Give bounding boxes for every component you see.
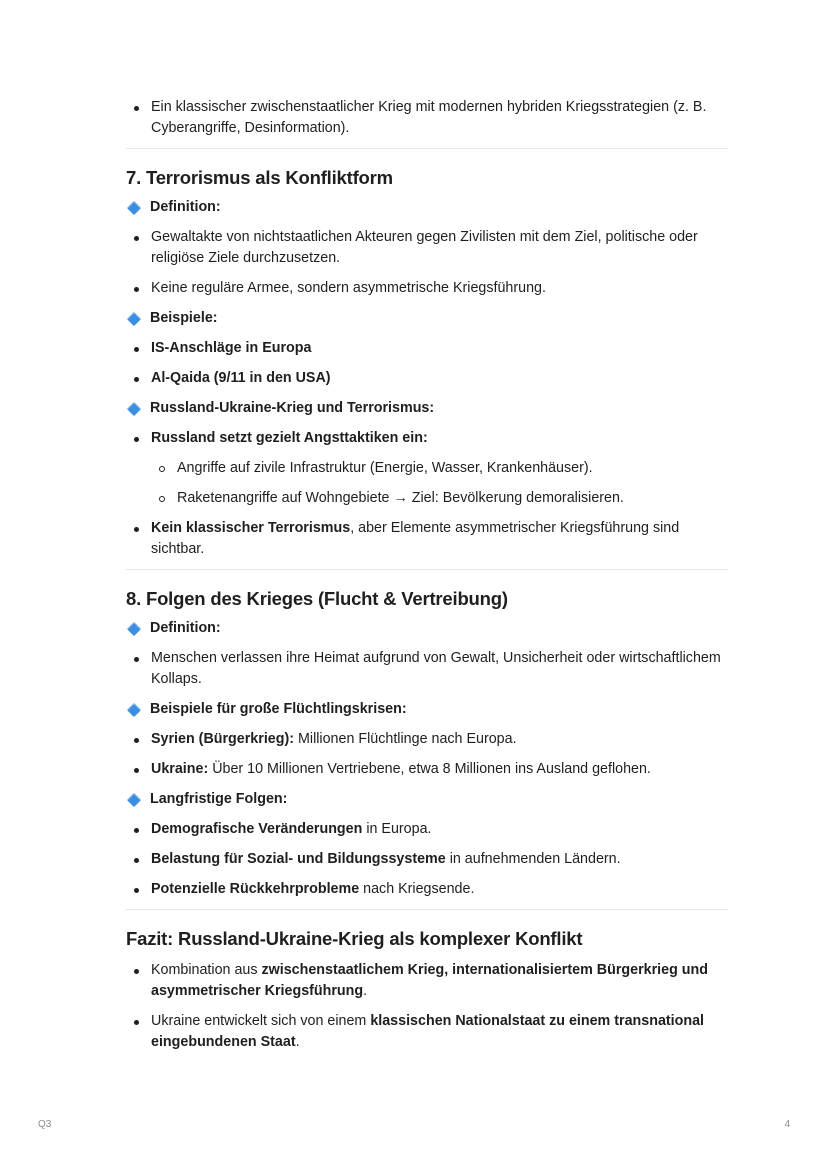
list-item-bold: zwischenstaatlichem Krieg, internationalisiertem Bürgerkrieg und asymmetrischer Kriegsführung — [151, 962, 708, 999]
list-item-bold: Kein klassischer Terrorismus — [151, 520, 351, 536]
document-body — [126, 97, 728, 1062]
examples-label — [126, 308, 728, 329]
list-item — [126, 278, 728, 299]
list-item-text: IS-Anschläge in Europa — [151, 340, 312, 356]
list-item-text: Russland setzt gezielt Angsttaktiken ein: — [151, 430, 428, 446]
russia-ukraine-label — [126, 398, 728, 419]
section-8-heading: 8. Folgen des Krieges (Flucht & Vertreibung) — [126, 588, 508, 609]
diamond-icon — [127, 702, 141, 716]
list-item-bold: Demografische Veränderungen — [151, 821, 363, 837]
list-item — [126, 759, 728, 780]
list-item-text: in aufnehmenden Ländern. — [445, 851, 621, 867]
list-item — [126, 879, 728, 900]
list-item-text: Ukraine entwickelt sich von einem — [151, 1013, 371, 1029]
list-item — [126, 97, 728, 139]
list-item — [126, 849, 728, 870]
fazit-heading: Fazit: Russland-Ukraine-Krieg als komplexer Konflikt — [126, 928, 583, 949]
list-item-text: , aber Elemente asymmetrischer Kriegsführung sind sichtbar. — [151, 520, 680, 557]
definition-label — [126, 197, 728, 218]
label-text: Beispiele für große Flüchtlingskrisen: — [150, 701, 407, 717]
list-item — [126, 227, 728, 269]
list-item-text: . — [295, 1034, 300, 1050]
list-item-bold: Potenzielle Rückkehrprobleme — [151, 881, 360, 897]
list-item-text: Kombination aus — [151, 962, 262, 978]
diamond-icon — [127, 792, 141, 806]
label-text: Russland-Ukraine-Krieg und Terrorismus: — [150, 400, 435, 416]
list-item-text: in Europa. — [362, 821, 432, 837]
list-item-bold: Belastung für Sozial- und Bildungssysteme — [151, 851, 446, 867]
divider — [126, 569, 728, 570]
list-item — [126, 1011, 728, 1053]
label-text: Langfristige Folgen: — [150, 791, 288, 807]
list-item-bold: klassischen Nationalstaat zu einem transnational eingebundenen Staat — [151, 1013, 705, 1050]
list-item-bold: Syrien (Bürgerkrieg): — [151, 731, 295, 747]
diamond-icon — [127, 621, 141, 635]
list-item-text: Menschen verlassen ihre Heimat aufgrund von Gewalt, Unsicherheit oder wirtschaftlichem Kollaps. — [151, 650, 721, 687]
list-item-text: Al-Qaida (9/11 in den USA) — [151, 370, 331, 386]
list-item-text: . — [363, 983, 368, 999]
divider — [126, 148, 728, 149]
label-text: Definition: — [150, 199, 221, 215]
refugee-examples-label — [126, 699, 728, 720]
section-7-heading: 7. Terrorismus als Konfliktform — [126, 167, 393, 188]
list-item — [126, 648, 728, 690]
list-item — [126, 729, 728, 750]
label-text: Beispiele: — [150, 310, 218, 326]
diamond-icon — [127, 311, 141, 325]
label-text: Definition: — [150, 620, 221, 636]
list-item-text: Ein klassischer zwischenstaatlicher Krieg mit modernen hybriden Kriegsstrategien (z. B. Cyberangriffe, Desinformation). — [151, 99, 707, 136]
list-item-text: Keine reguläre Armee, sondern asymmetrische Kriegsführung. — [151, 280, 546, 296]
footer-label: Q3 — [38, 1119, 52, 1130]
list-item-text: Millionen Flüchtlinge nach Europa. — [294, 731, 517, 747]
divider — [126, 909, 728, 910]
list-item-text: Gewaltakte von nichtstaatlichen Akteuren gegen Zivilisten mit dem Ziel, politische oder religiöse Ziele durchzusetzen. — [151, 229, 698, 266]
sub-list-item — [126, 488, 728, 509]
list-item — [126, 428, 728, 449]
page-number: 4 — [784, 1119, 790, 1130]
long-term-label — [126, 789, 728, 810]
list-item — [126, 368, 728, 389]
list-item-text: nach Kriegsende. — [359, 881, 475, 897]
sub-list-item — [126, 458, 728, 479]
diamond-icon — [127, 200, 141, 214]
list-item-bold: Ukraine: — [151, 761, 209, 777]
list-item — [126, 518, 728, 560]
list-item-text: Angriffe auf zivile Infrastruktur (Energie, Wasser, Krankenhäuser). — [177, 460, 593, 476]
diamond-icon — [127, 401, 141, 415]
list-item-text: Raketenangriffe auf Wohngebiete → Ziel: Bevölkerung demoralisieren. — [177, 490, 624, 506]
list-item — [126, 960, 728, 1002]
list-item — [126, 338, 728, 359]
list-item — [126, 819, 728, 840]
definition-label — [126, 618, 728, 639]
list-item-text: Über 10 Millionen Vertriebene, etwa 8 Millionen ins Ausland geflohen. — [208, 761, 651, 777]
